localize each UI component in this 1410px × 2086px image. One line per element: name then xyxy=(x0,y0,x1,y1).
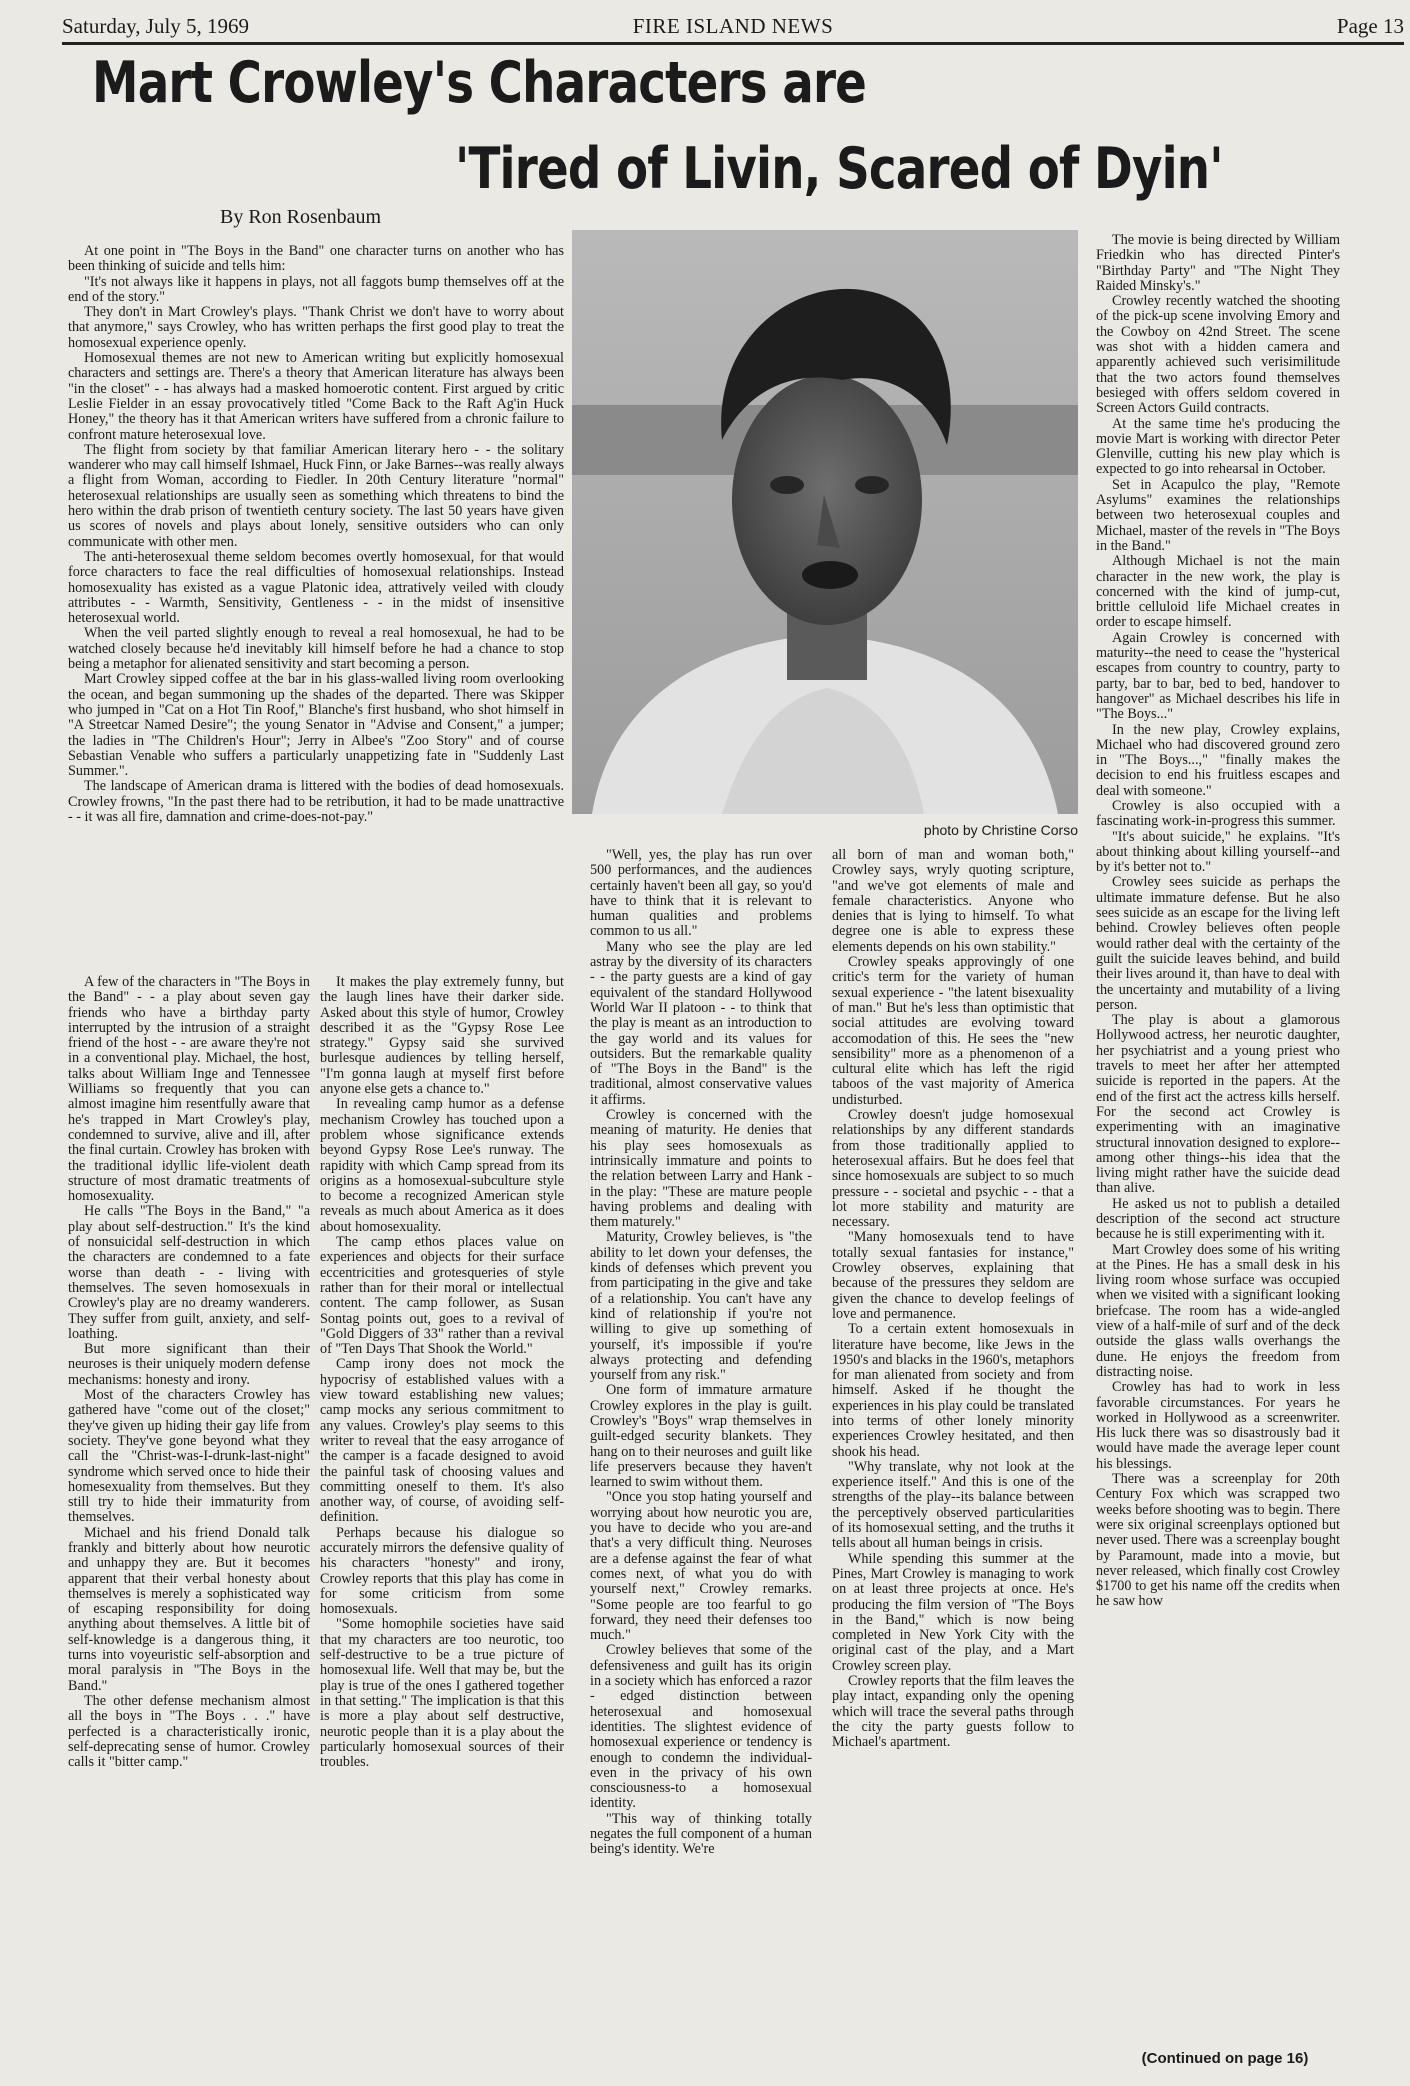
paragraph: Crowley has had to work in less favorable circumstances. For years he worked in Hollywood as a screenwriter. His luck there was so disastrously bad it would have made the average leper count his blessings. xyxy=(1096,1379,1340,1472)
paragraph: There was a screenplay for 20th Century Fox which was scrapped two weeks before shooting was to begin. There were six original screenplays optioned but never used. There was a screenplay bought by Paramount, made into a movie, but never released, which finally cost Crowley $1700 to get his name off the credits when he saw how xyxy=(1096,1471,1340,1610)
masthead-page-number: Page 13 xyxy=(1336,14,1404,38)
headline-line-2: 'Tired of Livin, Scared of Dyin' xyxy=(455,136,1223,202)
article-column-4 xyxy=(832,848,1074,2076)
continued-notice: (Continued on page 16) xyxy=(1141,2050,1309,2067)
paragraph: When the veil parted slightly enough to reveal a real homosexual, he had to be watched closely because he'd inevitably kill himself before he had a chance to stop being a metaphor for alienated sensitivity and start becoming a person. xyxy=(68,625,564,673)
headline-line-1: Mart Crowley's Characters are xyxy=(92,50,867,116)
paragraph: A few of the characters in "The Boys in the Band" - - a play about seven gay friends who have a birthday party interrupted by the intrusion of a straight friend of the host - - are aware they're not in a conventional play. Michael, the host, talks about William Inge and Tennessee Williams so frequently that you can almost imagine him resentfully aware that he's trapped in Mart Crowley's play, condemned to survive, alive and ill, after the final curtain. Crowley has broken with the traditional idyllic life-violent death structure of most dramatic treatments of homosexuality. xyxy=(68,975,310,1205)
paragraph: They don't in Mart Crowley's plays. "Thank Christ we don't have to worry about that anymore," says Crowley, who has written perhaps the first good play to treat the homosexual experience openly. xyxy=(68,304,564,351)
paragraph: It makes the play extremely funny, but the laugh lines have their darker side. Asked about this style of humor, Crowley described it as the "Gypsy Rose Lee strategy." Gypsy said she survived burlesque audiences by telling herself, "I'm gonna laugh at myself first before anyone else gets a chance to." xyxy=(320,975,564,1098)
article-column-5 xyxy=(1096,233,1340,2025)
paragraph: But more significant than their neuroses is their uniquely modern defense mechanisms: honesty and irony. xyxy=(68,1341,310,1388)
paragraph: Crowley is concerned with the meaning of maturity. He denies that his play sees homosexuals as intrinsically immature and points to the relation between Larry and Hank - in the play: "These are mature people having problems and dealing with them maturely." xyxy=(590,1107,812,1231)
paragraph: all born of man and woman both," Crowley says, wryly quoting scripture, "and we've got elements of male and female characteristics. Anyone who denies that is lying to himself. To what degree one is able to express these elements depends on his own stability." xyxy=(832,848,1074,955)
paragraph: "It's about suicide," he explains. "It's about thinking about killing yourself--and by it's better not to." xyxy=(1096,828,1340,876)
paragraph: "This way of thinking totally negates the full component of a human being's identity. We're xyxy=(590,1810,812,1858)
paragraph: Again Crowley is concerned with maturity--the need to cease the "hysterical escapes from country to country, party to party, bar to bar, bed to bed, handover to hangover" as Michael describes his life in "The Boys..." xyxy=(1096,629,1340,723)
paragraph: "Once you stop hating yourself and worrying about how neurotic you are, you have to decide who you are-and that's a very difficult thing. Neuroses are a defense against the fear of what comes next, of what you do with yourself next," Crowley remarks. "Some people are too fearful to go forward, they need their defenses too much." xyxy=(590,1489,812,1644)
paragraph: Homosexual themes are not new to American writing but explicitly homosexual characters and settings are. There's a theory that American literature has always been "in the closet" - - has always had a masked homoerotic content. First argued by critic Leslie Fielder in an essay provocatively titled "Come Back to the Raft Ag'in Huck Honey," the theory has it that American writers have suffered from a chronic failure to confront mature heterosexual love. xyxy=(68,350,564,443)
paragraph: "It's not always like it happens in plays, not all faggots bump themselves off at the end of the story." xyxy=(68,273,564,305)
byline: By Ron Rosenbaum xyxy=(220,206,382,228)
paragraph: The anti-heterosexual theme seldom becomes overtly homosexual, for that would force characters to face the real difficulties of homosexual relationships. Instead homosexuality has existed as a vague Platonic idea, attratively veiled with cloudy attributes - - Warmth, Sensitivity, Gentleness - - in the midst of insensitive heterosexual world. xyxy=(68,548,564,627)
paragraph: The landscape of American drama is littered with the bodies of dead homosexuals. Crowley frowns, "In the past there had to be retribution, it had to be made unattractive - - it was all fire, damnation and crime-does-not-pay." xyxy=(68,778,564,825)
paragraph: Camp irony does not mock the hypocrisy of established values with a view toward establishing new values; camp mocks any serious commitment to any values. Crowley's play seems to this writer to reveal that the easy arrogance of the camper is a facade designed to avoid the painful task of choosing values and committing oneself to them. It's also another way, of course, of avoiding self-definition. xyxy=(320,1356,564,1526)
article-column-2 xyxy=(320,975,564,2075)
paragraph: While spending this summer at the Pines, Mart Crowley is managing to work on at least three projects at once. He's producing the film version of "The Boys in the Band," which is now being completed in New York City with the original cast of the play, and a Mart Crowley screen play. xyxy=(832,1550,1074,1674)
article-intro-column xyxy=(68,244,564,962)
paragraph: Crowley reports that the film leaves the play intact, expanding only the opening which will trace the several paths through the city the party guests follow to Michael's apartment. xyxy=(832,1673,1074,1751)
portrait-photo xyxy=(572,230,1078,814)
paragraph: Although Michael is not the main character in the new work, the play is concerned with the kind of jump-cut, brittle celluloid life Michael creates in order to escape himself. xyxy=(1096,553,1340,631)
paragraph: He asked us not to publish a detailed description of the second act structure because he is still experimenting with it. xyxy=(1096,1195,1340,1243)
paragraph: Crowley recently watched the shooting of the pick-up scene involving Emory and the Cowboy on 42nd Street. The scene was shot with a hidden camera and apparently achieved such verisimilitude that the two actors found themselves besieged with offers seldom covered in Screen Actors Guild contracts. xyxy=(1096,293,1340,417)
paragraph: "Many homosexuals tend to have totally sexual fantasies for instance," Crowley observes, explaining that because of the pressures they seldom are given the chance to develop feelings of love and permanence. xyxy=(832,1229,1074,1322)
paragraph: "Well, yes, the play has run over 500 performances, and the audiences certainly haven't been all gay, so you'd have to think that it is relevant to human qualities and problems common to us all." xyxy=(590,848,812,940)
paragraph: The camp ethos places value on experiences and objects for their surface eccentricities and grotesqueries of style rather than for their moral or intellectual content. The camp follower, as Susan Sontag points out, goes to a revival of "Gold Diggers of 33" rather than a revival of "Ten Days That Shook the World." xyxy=(320,1234,564,1358)
paragraph: The play is about a glamorous Hollywood actress, her neurotic daughter, her psychiatrist and a young priest who travels to meet her after her attempted suicide is reported in the papers. At the end of the first act the actress kills herself. For the second act Crowley is experimenting with an imaginative structural innovation designed to explore--among other things--his idea that the living might rather have the suicide dead than alive. xyxy=(1096,1012,1340,1197)
paragraph: Most of the characters Crowley has gathered have "come out of the closet;" they've given up hiding their gay life from society. They've gone beyond what they call the "Christ-was-I-drunk-last-night" syndrome which served once to hide their homesexuality from themselves. But they still try to hide their immaturity from themselves. xyxy=(68,1387,310,1526)
masthead-date: Saturday, July 5, 1969 xyxy=(62,14,250,38)
paragraph: Mart Crowley sipped coffee at the bar in his glass-walled living room overlooking the ocean, and began summoning up the shades of the departed. There was Skipper who jumped in "Cat on a Hot Tin Roof," Blanche's first husband, who shot himself in "A Streetcar Named Desire"; the young Senator in "Advise and Consent," a jumper; the ladies in "The Children's Hour"; Jerry in Albee's "Zoo Story" and of course Sebastian Venable who suffers a particularly unappetizing fate in "Suddenly Last Summer.". xyxy=(68,671,564,780)
paragraph: To a certain extent homosexuals in literature have become, like Jews in the 1950's and blacks in the 1960's, metaphors for man alienated from society and from himself. Asked if he thought the experiences in his play could be translated into terms of other lonely minority experiences Crowley hesitated, and then shook his head. xyxy=(832,1321,1074,1460)
paragraph: Mart Crowley does some of his writing at the Pines. He has a small desk in his living room whose surface was occupied when we visited with a significant looking briefcase. The room has a wide-angled view of a half-mile of surf and of the deck outside the glass walls overhangs the dune. He enjoys the freedom from distracting noise. xyxy=(1096,1241,1340,1380)
paragraph: In the new play, Crowley explains, Michael who had discovered ground zero in "The Boys...," "finally makes the decision to end his fruitless escapes and deal with someone." xyxy=(1096,721,1340,799)
paragraph: Michael and his friend Donald talk frankly and bitterly about how neurotic and unhappy they are. But it becomes apparent that their verbal honesty about themselves is merely a sophisticated way of escaping responsibility for doing anything about themselves. A little bit of self-knowledge is a dangerous thing, it turns into voyeuristic self-absorption and moral paralysis in "The Boys in the Band." xyxy=(68,1524,310,1694)
masthead xyxy=(62,12,1404,45)
paragraph: At the same time he's producing the movie Mart is working with director Peter Glenville, cutting his new play which is expected to go into rehearsal in October. xyxy=(1096,415,1340,478)
photo-credit: photo by Christine Corso xyxy=(923,822,1078,838)
paragraph: "Why translate, why not look at the experience itself." And this is one of the strengths of the play--its balance between the perceptively observed particularities of its homosexual setting, and the truths it tells about all human beings in crisis. xyxy=(832,1458,1074,1552)
paragraph: At one point in "The Boys in the Band" one character turns on another who has been thinking of suicide and tells him: xyxy=(68,244,564,275)
paragraph: The movie is being directed by William Friedkin who has directed Pinter's "Birthday Party" and "The Night They Raided Minsky's." xyxy=(1096,233,1340,294)
masthead-paper-name: FIRE ISLAND NEWS xyxy=(632,14,834,38)
paragraph: Crowley doesn't judge homosexual relationships by any different standards from those traditionally applied to heterosexual affairs. But he does feel that since homosexuals are subject to so much pressure - - societal and psychic - - that a lot more stability and maturity are necessary. xyxy=(832,1107,1074,1231)
paragraph: The flight from society by that familiar American literary hero - - the solitary wanderer who may call himself Ishmael, Huck Finn, or Jake Barnes--was really always a flight from Woman, according to Fiedler. In 20th Century literature "normal" heterosexual relationships are usually seen as something which threatens to bind the hero within the drab prison of twentieth century society. The last 50 years have given us scores of novels and plays about lonely, sensitive outsiders who can only communicate with other men. xyxy=(68,441,564,550)
paragraph: Crowley sees suicide as perhaps the ultimate immature defense. But he also sees suicide as an escape for the living left behind. Crowley believes often people would rather deal with the certainty of the guilt the suicide leaves behind, and build their lives around it, than have to deal with the uncertainty and mutability of a living person. xyxy=(1096,874,1340,1013)
article-column-3 xyxy=(590,848,812,2076)
article-column-1 xyxy=(68,975,310,2075)
paragraph: Perhaps because his dialogue so accurately mirrors the defensive quality of his characters "honesty" and irony, Crowley reports that this play has come in for some criticism from some homosexuals. xyxy=(320,1524,564,1618)
paragraph: He calls "The Boys in the Band," "a play about self-destruction." It's the kind of nonsuicidal self-destruction in which the characters are condemned to a fate worse than death - - living with themselves. The seven homosexuals in Crowley's play are no dreamy wanderers. They suffer from guilt, anxiety, and self-loathing. xyxy=(68,1203,310,1342)
portrait-photo-image xyxy=(572,230,1078,814)
paragraph: The other defense mechanism almost all the boys in "The Boys . . ." have perfected is a characteristically ironic, self-deprecating sense of humor. Crowley calls it "bitter camp." xyxy=(68,1692,310,1771)
paragraph: Crowley is also occupied with a fascinating work-in-progress this summer. xyxy=(1096,797,1340,830)
paragraph: Maturity, Crowley believes, is "the ability to let down your defenses, the kinds of defenses which prevent you from participating in the give and take of a relationship. You can't have any kind of relationship if you're not willing to give up something of yourself, it's impossible if you're always protecting and defending yourself from any risk." xyxy=(590,1229,812,1384)
paragraph: In revealing camp humor as a defense mechanism Crowley has touched upon a problem whose significance extends beyond Gypsy Rose Lee's runway. The rapidity with which Camp spread from its origins as a homosexual-subculture style to become a recognized American style reveals as much about America as it does about homosexuality. xyxy=(320,1096,564,1235)
paragraph: One form of immature armature Crowley explores in the play is guilt. Crowley's "Boys" wrap themselves in guilt-edged security blankets. They hang on to their neuroses and guilt like life preservers because they haven't learned to swim without them. xyxy=(590,1382,812,1491)
paragraph: Crowley believes that some of the defensiveness and guilt has its origin in a society which has enforced a razor - edged distinction between heterosexual and homosexual identities. The slightest evidence of homosexual experience or tendency is enough to condemn the individual-even in the privacy of his own consciousness-to a homosexual identity. xyxy=(590,1642,812,1812)
paragraph: Crowley speaks approvingly of one critic's term for the variety of human sexual experience - "the latent bisexuality of man." But he's less than optimistic that social attitudes are evolving toward accomodation of this. He sees the "new sensibility" more as a phenomenon of a cultural elite which has left the rigid taboos of the vast majority of America undisturbed. xyxy=(832,954,1074,1108)
paragraph: Set in Acapulco the play, "Remote Asylums" examines the relationships between two heterosexual couples and Michael, master of the revels in "The Boys in the Band." xyxy=(1096,476,1340,554)
paragraph: "Some homophile societies have said that my characters are too neurotic, too self-destructive to be a true picture of homosexual life. Well that may be, but the play is true of the ones I gathered together in that setting." The implication is that this is more a play about self destructive, neurotic people than it is a play about the particularly homosexual sources of their troubles. xyxy=(320,1616,564,1771)
paragraph: Many who see the play are led astray by the diversity of its characters - - the party guests are a kind of gay equivalent of the standard Hollywood World War II platoon - - to think that the play is meant as an introduction to the gay world and its values for outsiders. But the remarkable quality of "The Boys in the Band" is the traditional, almost conservative values it affirms. xyxy=(590,938,812,1108)
